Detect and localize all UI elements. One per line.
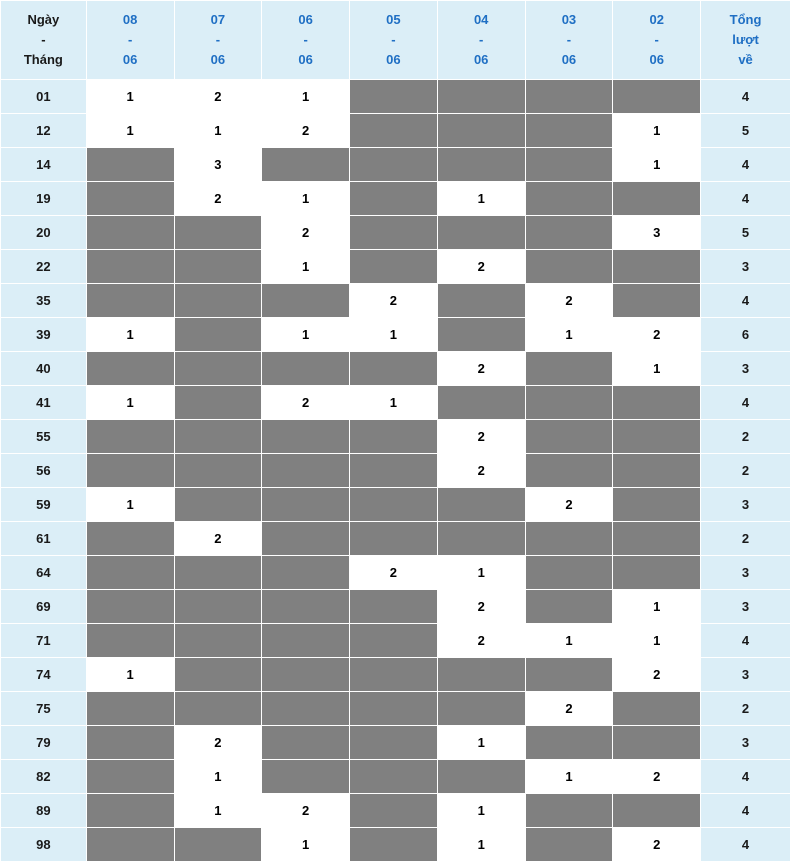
cell-empty — [525, 828, 613, 862]
cell-value: 2 — [262, 216, 350, 250]
row-total: 5 — [701, 114, 791, 148]
row-total: 4 — [701, 148, 791, 182]
cell-empty — [86, 352, 174, 386]
cell-value: 1 — [437, 794, 525, 828]
cell-empty — [262, 692, 350, 726]
cell-value: 1 — [525, 318, 613, 352]
cell-value: 2 — [525, 488, 613, 522]
header-day-month — [1, 1, 87, 80]
cell-value: 2 — [613, 318, 701, 352]
table-row — [1, 386, 791, 420]
header-date-04-06[interactable] — [437, 1, 525, 80]
cell-value: 2 — [437, 454, 525, 488]
cell-empty — [262, 454, 350, 488]
cell-empty — [525, 590, 613, 624]
cell-empty — [262, 352, 350, 386]
table-row — [1, 352, 791, 386]
cell-empty — [437, 522, 525, 556]
cell-empty — [613, 692, 701, 726]
row-day-label[interactable]: 41 — [1, 386, 87, 420]
table-row — [1, 692, 791, 726]
cell-value: 2 — [613, 828, 701, 862]
row-total: 2 — [701, 454, 791, 488]
cell-empty — [525, 216, 613, 250]
cell-value: 1 — [262, 828, 350, 862]
cell-empty — [525, 726, 613, 760]
cell-empty — [525, 114, 613, 148]
row-day-label[interactable]: 39 — [1, 318, 87, 352]
cell-empty — [86, 182, 174, 216]
cell-empty — [613, 250, 701, 284]
cell-empty — [437, 80, 525, 114]
table-row — [1, 658, 791, 692]
table-row — [1, 148, 791, 182]
cell-empty — [174, 250, 262, 284]
cell-empty — [262, 488, 350, 522]
header-date-05-06-line-2: 06 — [386, 52, 401, 68]
cell-value: 1 — [613, 352, 701, 386]
cell-empty — [437, 488, 525, 522]
cell-value: 1 — [613, 590, 701, 624]
cell-empty — [86, 250, 174, 284]
cell-value: 1 — [174, 794, 262, 828]
cell-empty — [613, 80, 701, 114]
table-row — [1, 726, 791, 760]
row-day-label[interactable]: 61 — [1, 522, 87, 556]
row-total: 4 — [701, 284, 791, 318]
cell-value: 2 — [262, 386, 350, 420]
header-total-line-2: về — [738, 52, 753, 68]
row-total: 3 — [701, 658, 791, 692]
cell-empty — [437, 216, 525, 250]
cell-empty — [613, 794, 701, 828]
cell-value: 1 — [86, 114, 174, 148]
cell-empty — [350, 522, 438, 556]
row-day-label[interactable]: 82 — [1, 760, 87, 794]
cell-empty — [525, 794, 613, 828]
cell-value: 1 — [613, 624, 701, 658]
cell-empty — [613, 284, 701, 318]
cell-empty — [262, 556, 350, 590]
cell-empty — [437, 114, 525, 148]
cell-value: 2 — [174, 182, 262, 216]
cell-empty — [174, 318, 262, 352]
cell-empty — [86, 624, 174, 658]
cell-empty — [86, 726, 174, 760]
row-day-label[interactable]: 75 — [1, 692, 87, 726]
table-row — [1, 794, 791, 828]
header-date-06-06-line-0: 06 — [298, 11, 313, 27]
row-day-label[interactable]: 56 — [1, 454, 87, 488]
cell-value: 1 — [350, 318, 438, 352]
cell-empty — [525, 454, 613, 488]
cell-value: 2 — [437, 624, 525, 658]
cell-empty — [437, 386, 525, 420]
row-day-label[interactable]: 59 — [1, 488, 87, 522]
table-row — [1, 556, 791, 590]
header-total — [701, 1, 791, 80]
cell-empty — [86, 692, 174, 726]
cell-empty — [174, 420, 262, 454]
row-day-label[interactable]: 74 — [1, 658, 87, 692]
table-row — [1, 624, 791, 658]
cell-value: 1 — [525, 624, 613, 658]
row-total: 3 — [701, 352, 791, 386]
cell-empty — [350, 114, 438, 148]
cell-value: 1 — [262, 318, 350, 352]
cell-value: 2 — [613, 658, 701, 692]
cell-empty — [350, 828, 438, 862]
cell-value: 2 — [613, 760, 701, 794]
table-row — [1, 182, 791, 216]
cell-empty — [86, 760, 174, 794]
cell-empty — [350, 760, 438, 794]
cell-empty — [525, 386, 613, 420]
cell-value: 1 — [613, 114, 701, 148]
row-day-label[interactable]: 01 — [1, 80, 87, 114]
cell-empty — [350, 216, 438, 250]
cell-empty — [350, 692, 438, 726]
row-day-label[interactable]: 40 — [1, 352, 87, 386]
cell-empty — [86, 216, 174, 250]
cell-empty — [350, 454, 438, 488]
cell-empty — [174, 828, 262, 862]
cell-value: 1 — [262, 182, 350, 216]
header-date-03-06-line-2: 06 — [561, 52, 577, 68]
cell-empty — [262, 658, 350, 692]
row-day-label[interactable]: 79 — [1, 726, 87, 760]
header-date-04-06-line-0: 04 — [473, 11, 489, 27]
cell-empty — [613, 182, 701, 216]
row-total: 2 — [701, 420, 791, 454]
row-day-label[interactable]: 98 — [1, 828, 87, 862]
header-date-04-06-line-1: - — [479, 31, 484, 47]
row-total: 3 — [701, 590, 791, 624]
cell-empty — [437, 658, 525, 692]
header-row — [1, 1, 791, 80]
row-total: 3 — [701, 488, 791, 522]
header-date-04-06-line-2: 06 — [473, 52, 489, 68]
header-date-03-06-line-1: - — [566, 31, 572, 47]
row-day-label[interactable]: 12 — [1, 114, 87, 148]
cell-empty — [262, 522, 350, 556]
cell-empty — [350, 250, 438, 284]
cell-value: 2 — [437, 590, 525, 624]
header-date-08-06-line-1: - — [127, 31, 133, 47]
header-day-month-line-0: Ngày — [27, 11, 60, 27]
cell-empty — [613, 386, 701, 420]
cell-empty — [262, 760, 350, 794]
header-date-02-06[interactable] — [613, 1, 701, 80]
header-date-07-06-line-2: 06 — [210, 52, 226, 68]
cell-empty — [613, 556, 701, 590]
table-row — [1, 318, 791, 352]
row-total: 2 — [701, 522, 791, 556]
cell-value: 1 — [86, 80, 174, 114]
row-total: 4 — [701, 760, 791, 794]
cell-value: 1 — [437, 726, 525, 760]
cell-empty — [262, 590, 350, 624]
table-row — [1, 216, 791, 250]
row-total: 4 — [701, 386, 791, 420]
cell-value: 2 — [174, 522, 262, 556]
row-total: 4 — [701, 828, 791, 862]
table-row — [1, 454, 791, 488]
header-date-08-06[interactable] — [86, 1, 174, 80]
table-row — [1, 488, 791, 522]
header-date-05-06[interactable] — [350, 1, 438, 80]
row-day-label[interactable]: 55 — [1, 420, 87, 454]
row-day-label[interactable]: 71 — [1, 624, 87, 658]
cell-empty — [174, 386, 262, 420]
cell-empty — [525, 556, 613, 590]
cell-value: 1 — [350, 386, 438, 420]
row-total: 4 — [701, 794, 791, 828]
row-total: 3 — [701, 726, 791, 760]
cell-value: 2 — [525, 284, 613, 318]
cell-empty — [174, 624, 262, 658]
cell-empty — [262, 284, 350, 318]
cell-empty — [174, 692, 262, 726]
cell-empty — [350, 726, 438, 760]
cell-value: 1 — [86, 318, 174, 352]
cell-value: 1 — [174, 760, 262, 794]
cell-empty — [437, 318, 525, 352]
header-date-05-06-line-1: - — [391, 31, 396, 47]
cell-empty — [525, 80, 613, 114]
cell-empty — [350, 794, 438, 828]
table-row — [1, 828, 791, 862]
row-day-label[interactable]: 19 — [1, 182, 87, 216]
table-row — [1, 284, 791, 318]
header-date-07-06-line-1: - — [215, 31, 221, 47]
cell-empty — [174, 658, 262, 692]
cell-empty — [86, 284, 174, 318]
header-date-08-06-line-2: 06 — [122, 52, 138, 68]
table-row — [1, 760, 791, 794]
cell-empty — [174, 488, 262, 522]
row-total: 2 — [701, 692, 791, 726]
cell-empty — [86, 828, 174, 862]
cell-empty — [350, 80, 438, 114]
cell-empty — [350, 420, 438, 454]
table-row — [1, 522, 791, 556]
header-date-02-06-line-2: 06 — [649, 52, 664, 68]
row-day-label[interactable]: 35 — [1, 284, 87, 318]
cell-empty — [350, 624, 438, 658]
table-row — [1, 250, 791, 284]
cell-value: 1 — [262, 80, 350, 114]
row-day-label[interactable]: 20 — [1, 216, 87, 250]
header-date-03-06[interactable] — [525, 1, 613, 80]
row-total: 4 — [701, 624, 791, 658]
cell-value: 1 — [613, 148, 701, 182]
cell-empty — [86, 794, 174, 828]
row-total: 4 — [701, 80, 791, 114]
cell-empty — [437, 284, 525, 318]
cell-empty — [174, 556, 262, 590]
cell-empty — [174, 590, 262, 624]
cell-value: 1 — [262, 250, 350, 284]
cell-value: 2 — [437, 420, 525, 454]
cell-value: 2 — [262, 794, 350, 828]
cell-empty — [174, 284, 262, 318]
cell-value: 2 — [174, 726, 262, 760]
cell-empty — [525, 182, 613, 216]
cell-empty — [350, 590, 438, 624]
cell-empty — [262, 624, 350, 658]
cell-empty — [437, 760, 525, 794]
cell-empty — [525, 352, 613, 386]
cell-empty — [525, 250, 613, 284]
cell-empty — [350, 148, 438, 182]
table-row — [1, 590, 791, 624]
header-date-03-06-line-0: 03 — [561, 11, 577, 27]
cell-empty — [262, 726, 350, 760]
cell-empty — [86, 420, 174, 454]
cell-value: 1 — [437, 556, 525, 590]
header-day-month-line-1: - — [41, 31, 46, 47]
cell-empty — [350, 182, 438, 216]
row-total: 4 — [701, 182, 791, 216]
cell-empty — [525, 658, 613, 692]
cell-empty — [86, 148, 174, 182]
cell-value: 2 — [262, 114, 350, 148]
table-row — [1, 420, 791, 454]
row-day-label[interactable]: 69 — [1, 590, 87, 624]
cell-value: 2 — [350, 556, 438, 590]
cell-value: 1 — [525, 760, 613, 794]
table-body — [1, 80, 791, 862]
cell-empty — [262, 148, 350, 182]
cell-value: 1 — [437, 182, 525, 216]
cell-value: 1 — [86, 386, 174, 420]
header-date-02-06-line-1: - — [654, 31, 659, 47]
cell-value: 1 — [174, 114, 262, 148]
table-row — [1, 114, 791, 148]
cell-empty — [525, 148, 613, 182]
cell-value: 3 — [613, 216, 701, 250]
cell-empty — [525, 522, 613, 556]
cell-empty — [437, 148, 525, 182]
cell-empty — [525, 420, 613, 454]
cell-value: 1 — [86, 488, 174, 522]
cell-value: 3 — [174, 148, 262, 182]
header-date-05-06-line-0: 05 — [386, 11, 401, 27]
header-date-07-06[interactable] — [174, 1, 262, 80]
header-date-06-06-line-2: 06 — [298, 52, 313, 68]
header-date-08-06-line-0: 08 — [122, 11, 138, 27]
header-day-month-line-2: Tháng — [23, 52, 63, 68]
cell-empty — [613, 522, 701, 556]
cell-value: 1 — [437, 828, 525, 862]
cell-value: 2 — [350, 284, 438, 318]
cell-empty — [350, 658, 438, 692]
cell-empty — [350, 352, 438, 386]
row-total: 3 — [701, 250, 791, 284]
header-date-06-06-line-1: - — [303, 31, 308, 47]
header-date-07-06-line-0: 07 — [210, 11, 226, 27]
cell-value: 1 — [86, 658, 174, 692]
cell-empty — [86, 590, 174, 624]
cell-empty — [437, 692, 525, 726]
cell-value: 2 — [525, 692, 613, 726]
header-date-02-06-line-0: 02 — [649, 11, 664, 27]
cell-empty — [86, 454, 174, 488]
row-day-label[interactable]: 14 — [1, 148, 87, 182]
cell-value: 2 — [174, 80, 262, 114]
cell-empty — [174, 352, 262, 386]
cell-empty — [613, 420, 701, 454]
row-total: 6 — [701, 318, 791, 352]
cell-empty — [174, 454, 262, 488]
cell-empty — [350, 488, 438, 522]
cell-empty — [262, 420, 350, 454]
row-total: 3 — [701, 556, 791, 590]
table-row — [1, 80, 791, 114]
header-total-line-1: lượt — [732, 31, 759, 47]
row-day-label[interactable]: 89 — [1, 794, 87, 828]
cell-empty — [86, 522, 174, 556]
cell-empty — [613, 726, 701, 760]
cell-value: 2 — [437, 352, 525, 386]
cell-empty — [86, 556, 174, 590]
cell-empty — [613, 454, 701, 488]
header-total-line-0: Tổng — [729, 11, 762, 27]
row-total: 5 — [701, 216, 791, 250]
cell-empty — [174, 216, 262, 250]
row-day-label[interactable]: 64 — [1, 556, 87, 590]
cell-value: 2 — [437, 250, 525, 284]
header-date-06-06[interactable] — [262, 1, 350, 80]
table-header — [1, 1, 791, 80]
row-day-label[interactable]: 22 — [1, 250, 87, 284]
cell-empty — [613, 488, 701, 522]
